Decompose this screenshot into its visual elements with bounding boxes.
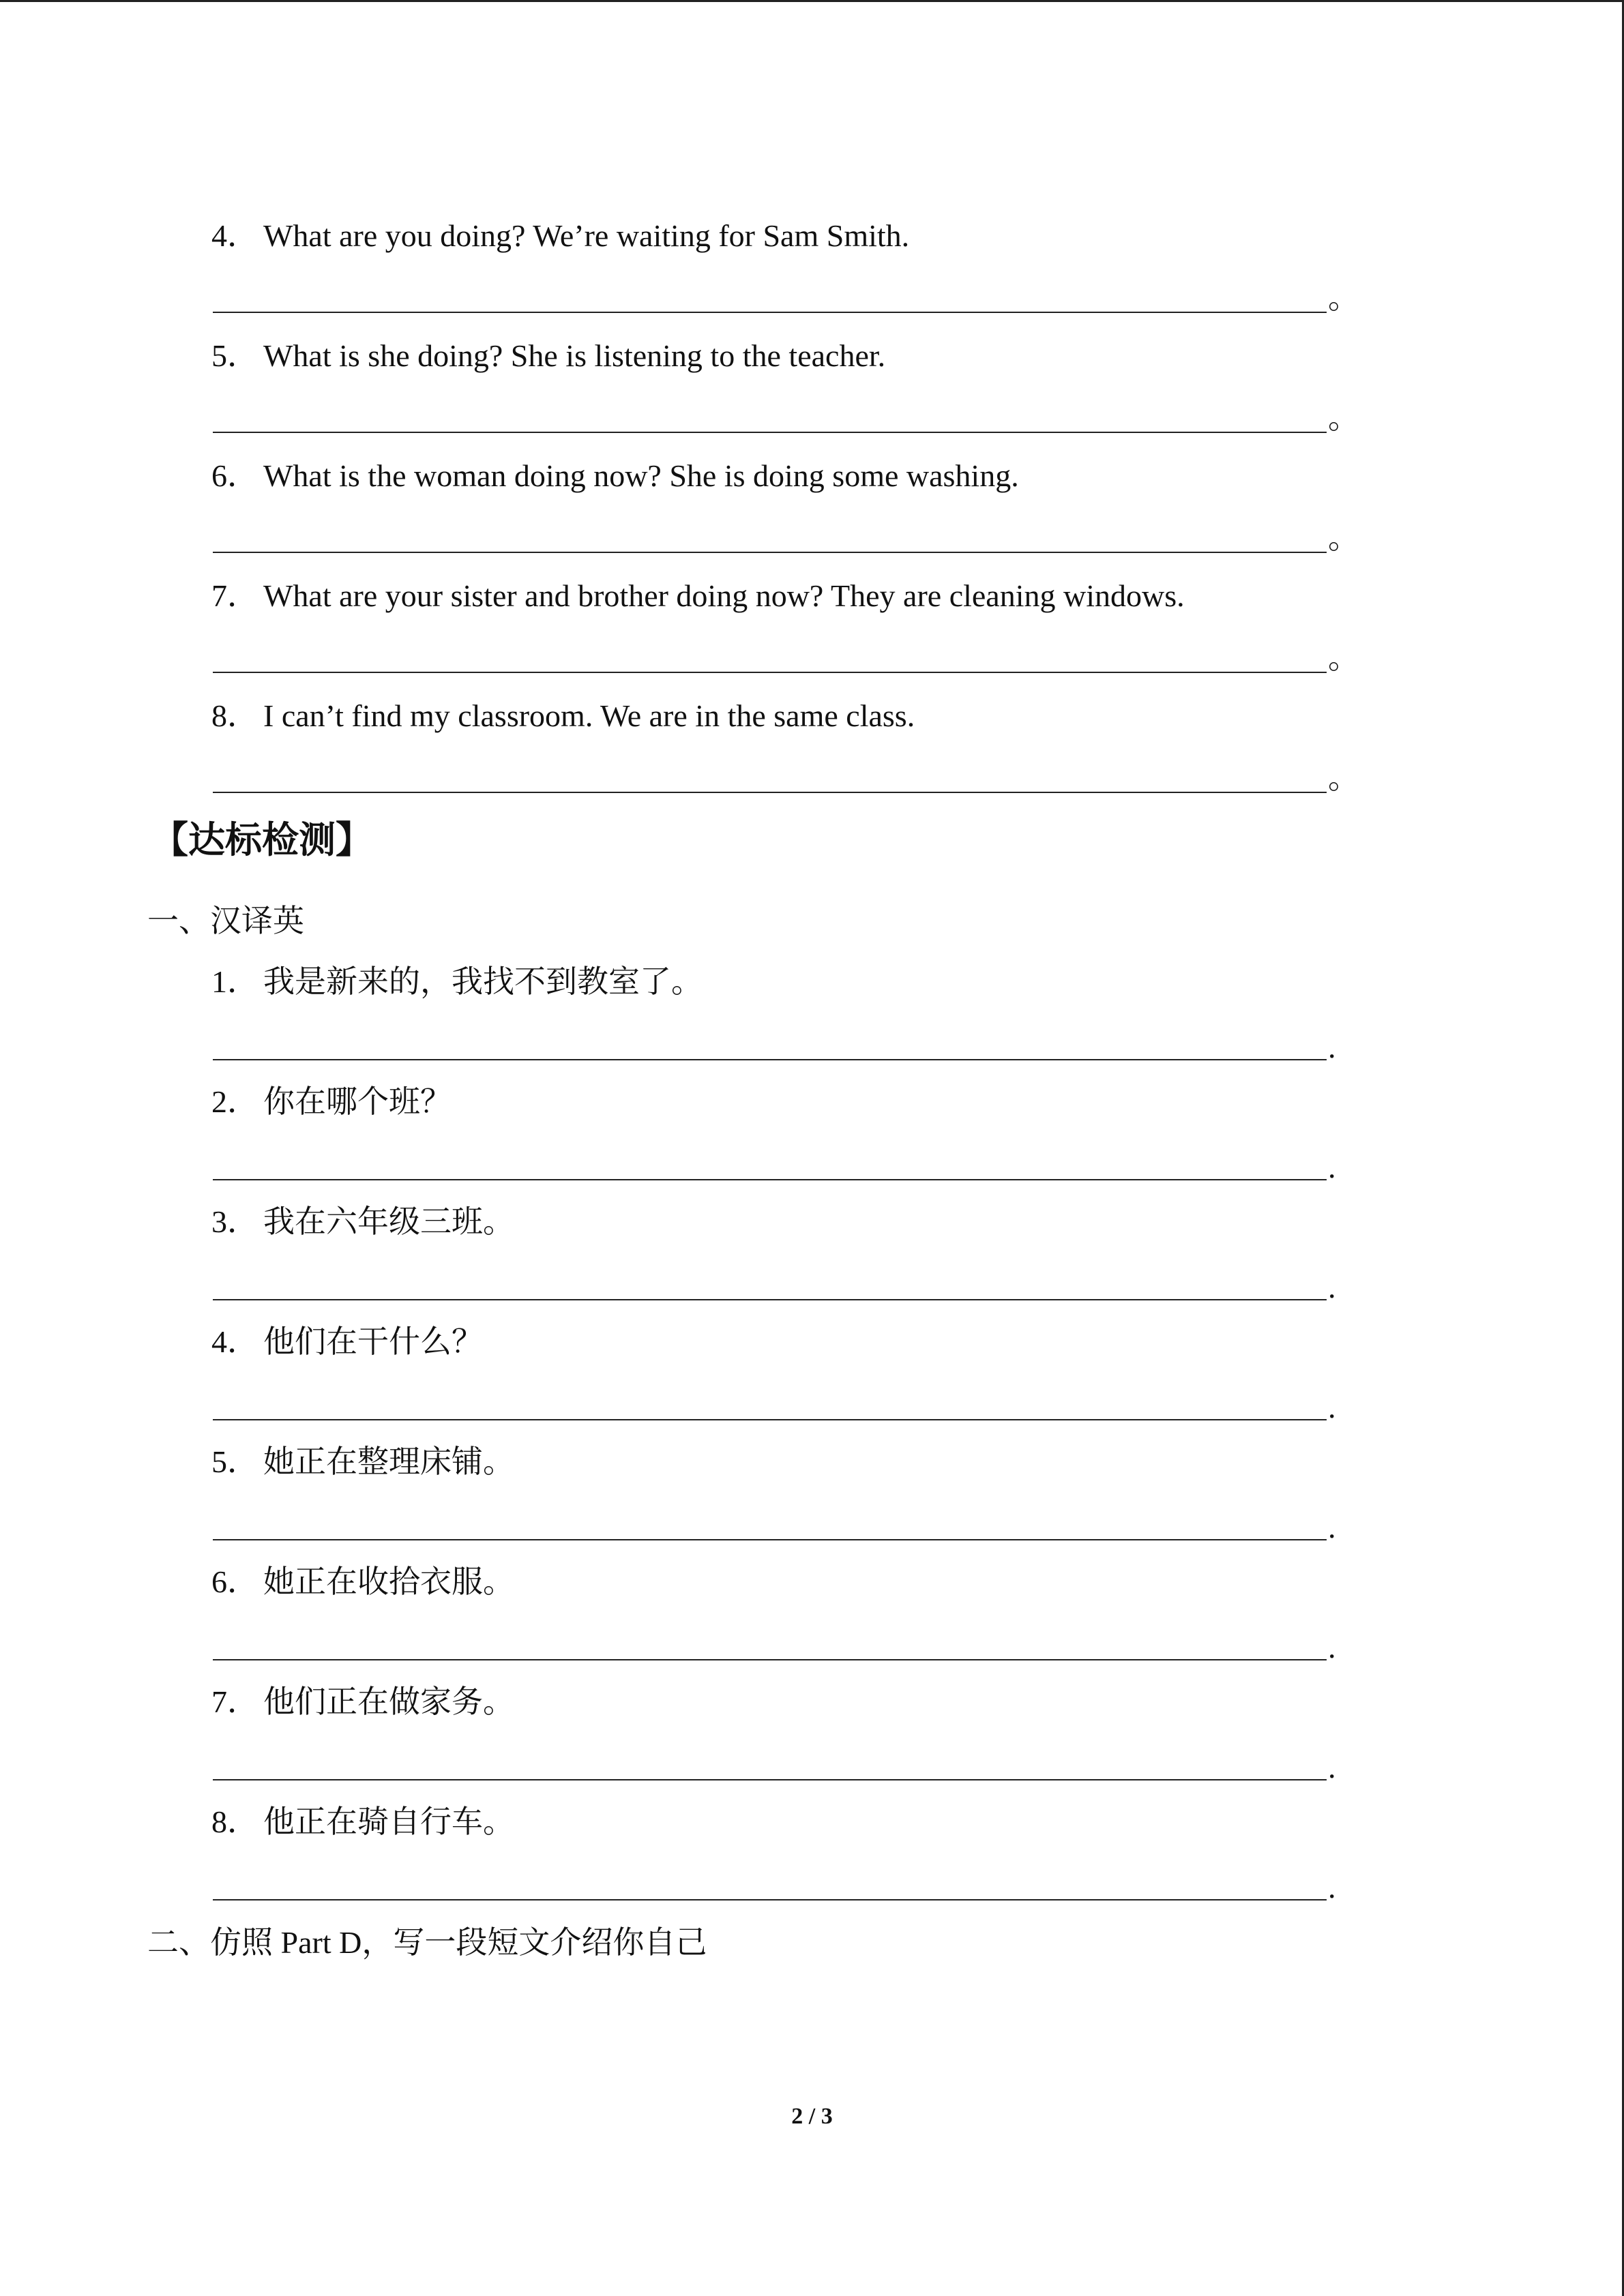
section-heading: 【达标检测】: [151, 818, 372, 861]
question-text: 我是新来的，我找不到教室了。: [263, 964, 703, 999]
question-text: 他们正在做家务。: [263, 1684, 514, 1719]
answer-line[interactable]: [213, 672, 1327, 673]
answer-line[interactable]: [213, 312, 1327, 313]
answer-line[interactable]: [213, 1779, 1327, 1780]
answer-line[interactable]: [213, 1899, 1327, 1900]
line-end-mark: .: [1328, 1270, 1336, 1304]
section-title-translation: 一、汉译英: [147, 904, 304, 938]
translation-item-8: 8． 他正在骑自行车。: [211, 1804, 514, 1839]
page-border-top: [0, 0, 1624, 2]
line-end-mark: 。: [1328, 760, 1359, 795]
question-a4: 4． What are you doing? We’re waiting for Sam Smith.: [211, 218, 910, 253]
answer-line[interactable]: [213, 432, 1327, 433]
line-end-mark: .: [1328, 1750, 1336, 1785]
line-end-mark: 。: [1328, 400, 1359, 435]
line-end-mark: .: [1328, 1870, 1336, 1905]
translation-item-1: 1． 我是新来的，我找不到教室了。: [211, 964, 703, 999]
question-a8: 8． I can’t find my classroom. We are in the same class.: [211, 698, 915, 733]
question-text: 我在六年级三班。: [263, 1204, 514, 1239]
translation-item-2: 2． 你在哪个班？: [211, 1084, 452, 1119]
translation-item-4: 4． 他们在干什么？: [211, 1324, 483, 1359]
line-end-mark: .: [1328, 1030, 1336, 1064]
line-end-mark: 。: [1328, 640, 1359, 675]
answer-line[interactable]: [213, 1179, 1327, 1180]
answer-line[interactable]: [213, 1059, 1327, 1060]
translation-item-6: 6． 她正在收拾衣服。: [211, 1564, 514, 1599]
line-end-mark: 。: [1328, 520, 1359, 555]
question-text: 她正在收拾衣服。: [263, 1564, 514, 1599]
answer-line[interactable]: [213, 1659, 1327, 1660]
answer-line[interactable]: [213, 1539, 1327, 1540]
question-a5: 5． What is she doing? She is listening to the teacher.: [211, 338, 886, 373]
answer-line[interactable]: [213, 552, 1327, 553]
section-title-writing: 二、仿照 Part D，写一段短文介绍你自己: [147, 1925, 707, 1960]
line-end-mark: 。: [1328, 280, 1359, 315]
answer-line[interactable]: [213, 1299, 1327, 1300]
page-number: 2 / 3: [791, 2104, 833, 2129]
question-text: I can’t find my classroom. We are in the same class.: [263, 698, 915, 733]
question-text: 她正在整理床铺。: [263, 1444, 514, 1479]
line-end-mark: .: [1328, 1150, 1336, 1184]
line-end-mark: .: [1328, 1510, 1336, 1545]
question-text: What is the woman doing now? She is doing some washing.: [263, 458, 1019, 493]
answer-line[interactable]: [213, 1419, 1327, 1420]
question-text: What is she doing? She is listening to the teacher.: [263, 338, 886, 373]
translation-item-7: 7． 他们正在做家务。: [211, 1684, 514, 1719]
question-text: What are you doing? We’re waiting for Sam Smith.: [263, 218, 910, 253]
question-text: What are your sister and brother doing now? They are cleaning windows.: [263, 578, 1185, 613]
question-a6: 6． What is the woman doing now? She is doing some washing.: [211, 458, 1019, 493]
question-a7: 7． What are your sister and brother doing now? They are cleaning windows.: [211, 578, 1185, 613]
question-text: 你在哪个班？: [263, 1084, 452, 1119]
translation-item-3: 3． 我在六年级三班。: [211, 1204, 514, 1239]
question-text: 他正在骑自行车。: [263, 1804, 514, 1839]
question-text: 他们在干什么？: [263, 1324, 483, 1359]
answer-line[interactable]: [213, 792, 1327, 793]
line-end-mark: .: [1328, 1390, 1336, 1425]
line-end-mark: .: [1328, 1630, 1336, 1665]
translation-item-5: 5． 她正在整理床铺。: [211, 1444, 514, 1479]
